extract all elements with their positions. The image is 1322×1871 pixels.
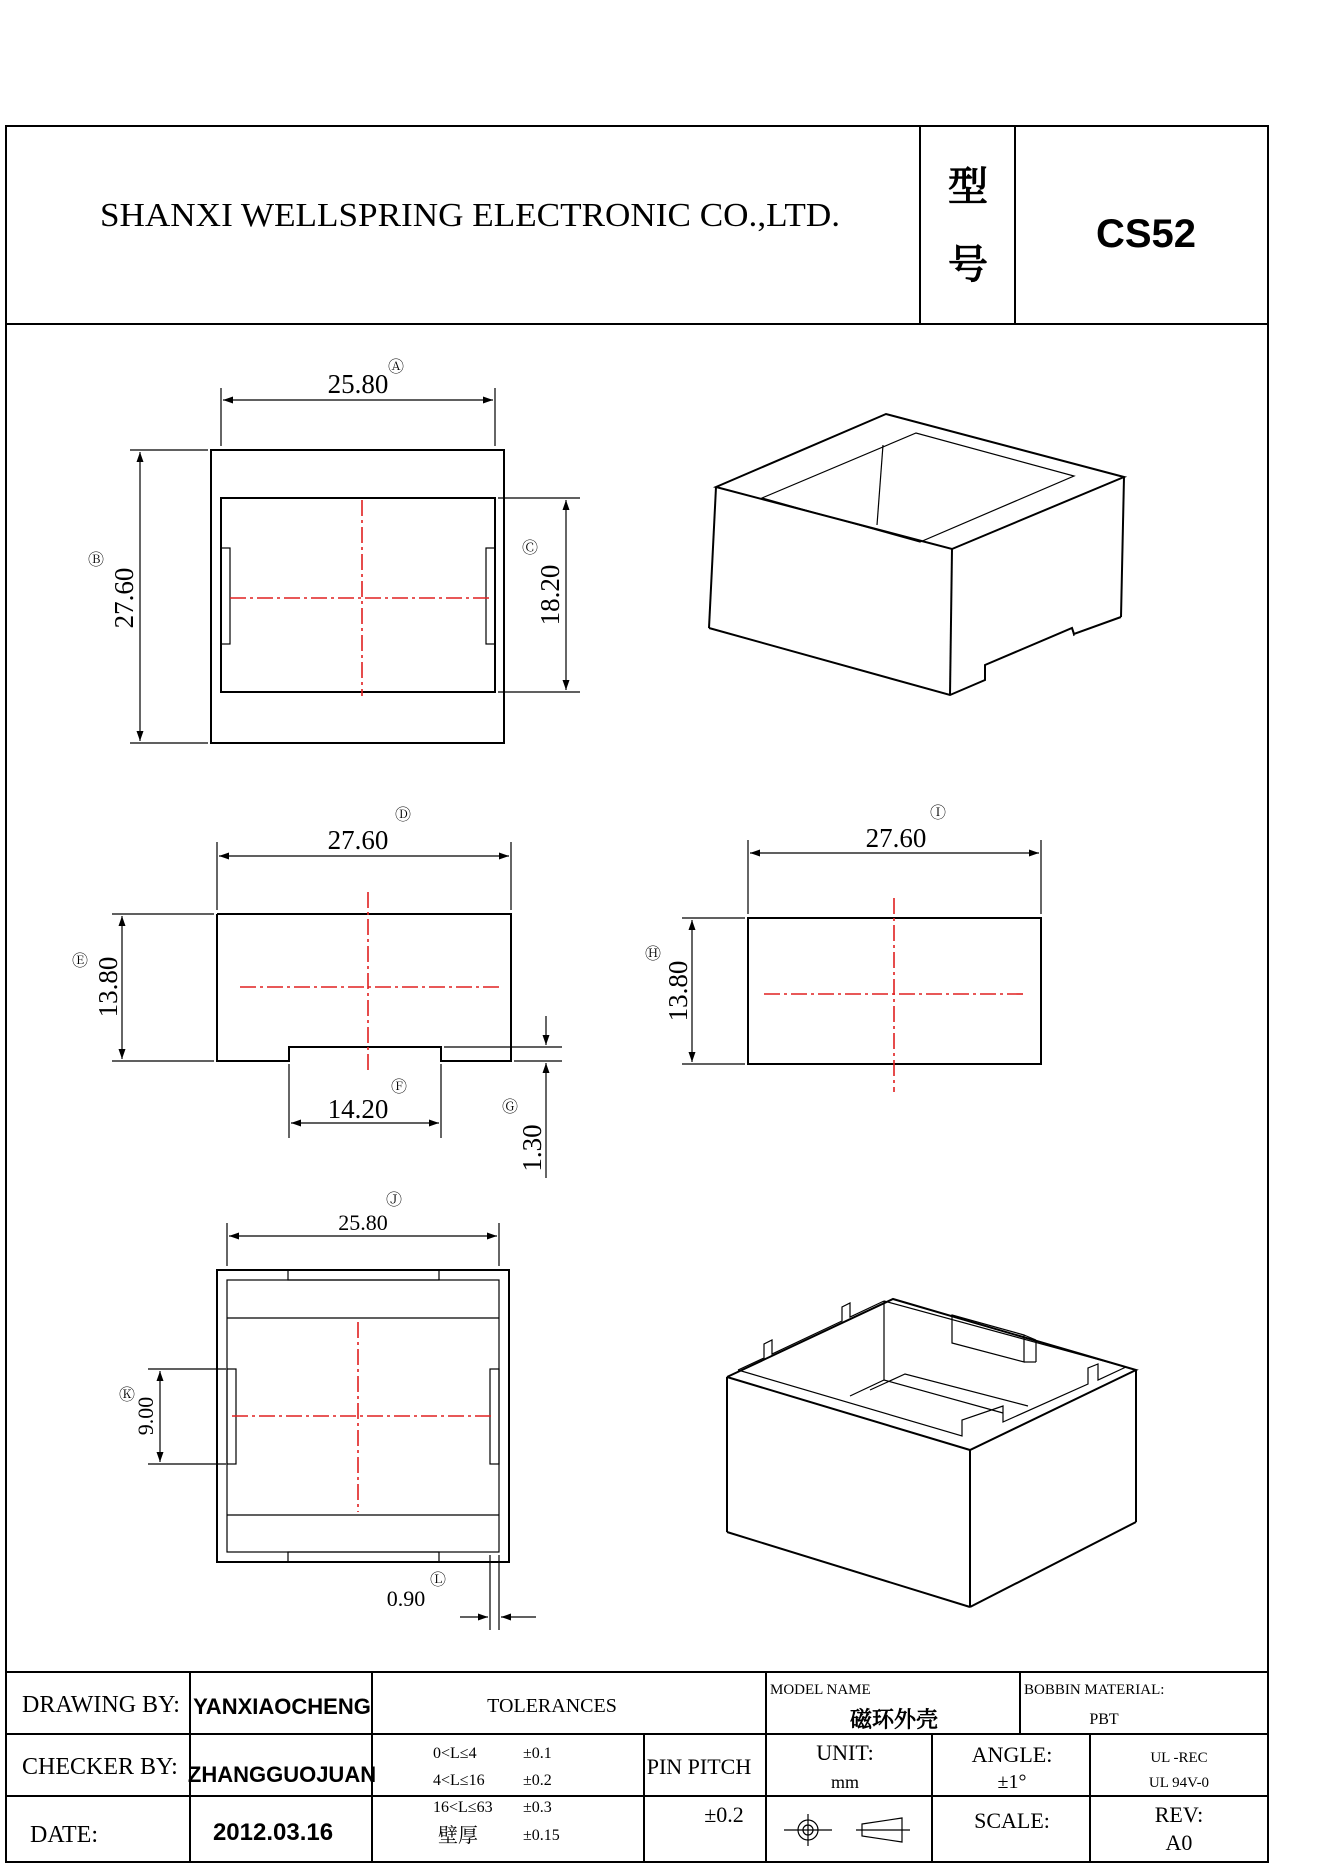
mark-k: Ⓚ xyxy=(118,1385,136,1404)
dim-notch-f: 14.20 xyxy=(327,1094,389,1124)
model-name-label: MODEL NAME xyxy=(770,1682,871,1698)
mark-b: Ⓑ xyxy=(87,550,105,569)
tolerances-label: TOLERANCES xyxy=(487,1695,617,1717)
drawing-frame xyxy=(6,324,1268,1672)
mark-e: Ⓔ xyxy=(71,951,89,970)
angle-value: ±1° xyxy=(997,1771,1027,1793)
isometric-view-top xyxy=(709,414,1124,695)
bobbin-material-label: BOBBIN MATERIAL: xyxy=(1024,1682,1165,1698)
dim-inner-c: 18.20 xyxy=(535,564,565,626)
tol-range-3: 16<L≤63 xyxy=(433,1799,493,1816)
dim-slot-k: 9.00 xyxy=(133,1396,158,1436)
mark-c: Ⓒ xyxy=(521,538,539,557)
date-label: DATE: xyxy=(30,1822,98,1848)
top-view xyxy=(88,357,580,743)
mark-f: Ⓕ xyxy=(390,1077,408,1096)
ul-94v0: UL 94V-0 xyxy=(1148,1775,1210,1791)
mark-j: Ⓙ xyxy=(385,1190,403,1209)
projection-symbol-icon xyxy=(784,1814,910,1846)
scale-label: SCALE: xyxy=(974,1808,1050,1833)
tol-range-4: 壁厚 xyxy=(438,1825,478,1847)
dim-width-i: 27.60 xyxy=(865,823,927,853)
checker-by-label: CHECKER BY: xyxy=(22,1754,178,1780)
dim-width-a: 25.80 xyxy=(327,369,389,399)
mark-a: Ⓐ xyxy=(387,357,405,376)
isometric-view-bottom xyxy=(727,1299,1136,1607)
title-block xyxy=(6,126,1268,324)
tol-value-3: ±0.3 xyxy=(523,1799,552,1816)
rev-value: A0 xyxy=(1165,1830,1193,1855)
checker-by-value: ZHANGGUOJUAN xyxy=(187,1762,377,1787)
dim-width-j: 25.80 xyxy=(338,1210,388,1235)
ul-rec: UL -REC xyxy=(1150,1750,1208,1766)
model-label-2: 号 xyxy=(948,243,988,287)
dim-height-e: 13.80 xyxy=(93,956,123,1018)
tol-value-2: ±0.2 xyxy=(523,1772,552,1789)
bobbin-material-value: PBT xyxy=(1089,1711,1119,1728)
dim-notch-depth-g: 1.30 xyxy=(517,1124,547,1172)
pin-pitch-label: PIN PITCH xyxy=(646,1754,752,1779)
date-value: 2012.03.16 xyxy=(212,1819,334,1846)
tol-range-2: 4<L≤16 xyxy=(433,1772,485,1789)
dim-wall-l: 0.90 xyxy=(386,1586,426,1611)
unit-label: UNIT: xyxy=(816,1740,874,1765)
model-value: CS52 xyxy=(1095,212,1197,256)
model-name-value: 磁环外壳 xyxy=(849,1707,939,1732)
tol-value-1: ±0.1 xyxy=(523,1745,552,1762)
model-label-1: 型 xyxy=(948,165,988,209)
dim-height-b: 27.60 xyxy=(109,567,139,629)
footer-block xyxy=(6,1672,1268,1862)
tol-value-4: ±0.15 xyxy=(523,1827,560,1844)
pin-pitch-value: ±0.2 xyxy=(704,1802,744,1827)
drawing-by-value: YANXIAOCHENG xyxy=(193,1694,371,1719)
unit-value: mm xyxy=(830,1772,860,1792)
front-view xyxy=(72,805,562,1178)
bottom-view xyxy=(119,1190,536,1630)
mark-i: Ⓘ xyxy=(929,803,947,822)
company-name: SHANXI WELLSPRING ELECTRONIC CO.,LTD. xyxy=(100,197,840,234)
mark-d: Ⓓ xyxy=(394,805,412,824)
dim-height-h: 13.80 xyxy=(663,960,693,1022)
mark-h: Ⓗ xyxy=(644,944,662,963)
mark-l: Ⓛ xyxy=(429,1570,447,1589)
angle-label: ANGLE: xyxy=(971,1742,1053,1767)
tol-range-1: 0<L≤4 xyxy=(433,1745,477,1762)
dim-width-d: 27.60 xyxy=(327,825,389,855)
rev-label: REV: xyxy=(1154,1802,1204,1827)
mark-g: Ⓖ xyxy=(501,1097,519,1116)
side-view xyxy=(645,803,1041,1092)
drawing-by-label: DRAWING BY: xyxy=(22,1692,180,1718)
